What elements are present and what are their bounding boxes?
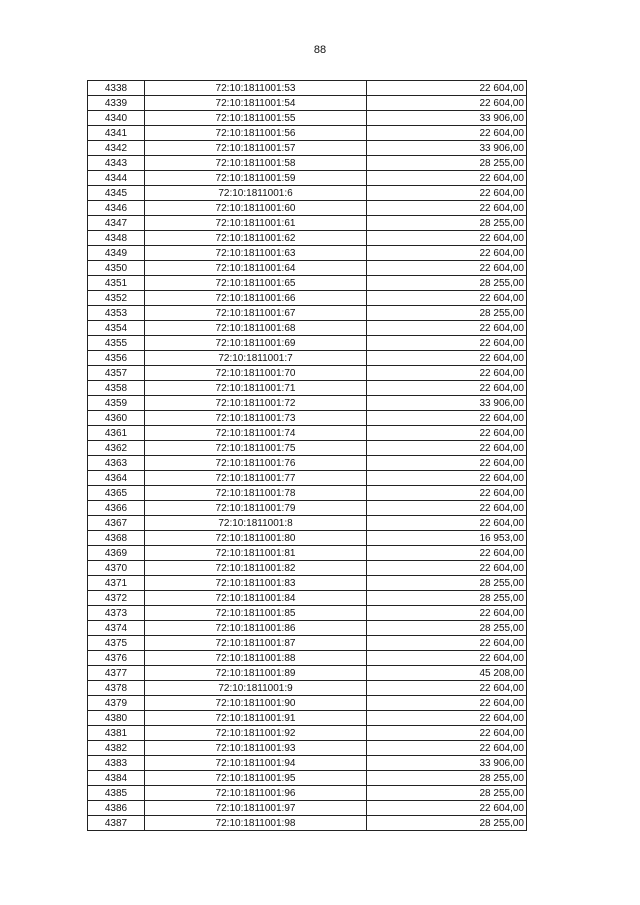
cadastral-number-cell: 72:10:1811001:7	[145, 351, 367, 366]
table-row	[88, 696, 527, 711]
table-row	[88, 501, 527, 516]
row-number-cell: 4350	[88, 261, 145, 276]
cadastral-value-cell: 22 604,00	[367, 351, 527, 366]
cadastral-number-cell: 72:10:1811001:96	[145, 786, 367, 801]
cadastral-value-cell: 22 604,00	[367, 726, 527, 741]
table-row	[88, 156, 527, 171]
cadastral-value-cell: 28 255,00	[367, 276, 527, 291]
cadastral-value-cell: 22 604,00	[367, 186, 527, 201]
table-row	[88, 261, 527, 276]
table-row	[88, 81, 527, 96]
row-number-cell: 4383	[88, 756, 145, 771]
row-number-cell: 4341	[88, 126, 145, 141]
table-row	[88, 471, 527, 486]
cadastral-number-cell: 72:10:1811001:69	[145, 336, 367, 351]
table-row	[88, 276, 527, 291]
cadastral-value-cell: 22 604,00	[367, 546, 527, 561]
row-number-cell: 4349	[88, 246, 145, 261]
table-row	[88, 441, 527, 456]
cadastral-value-cell: 22 604,00	[367, 801, 527, 816]
cadastral-value-cell: 22 604,00	[367, 681, 527, 696]
cadastral-number-cell: 72:10:1811001:93	[145, 741, 367, 756]
cadastral-number-cell: 72:10:1811001:55	[145, 111, 367, 126]
table-row	[88, 771, 527, 786]
table-row	[88, 621, 527, 636]
row-number-cell: 4361	[88, 426, 145, 441]
table-row	[88, 126, 527, 141]
table-row	[88, 411, 527, 426]
cadastral-number-cell: 72:10:1811001:67	[145, 306, 367, 321]
row-number-cell: 4359	[88, 396, 145, 411]
cadastral-number-cell: 72:10:1811001:64	[145, 261, 367, 276]
cadastral-value-cell: 22 604,00	[367, 246, 527, 261]
cadastral-value-cell: 22 604,00	[367, 201, 527, 216]
cadastral-value-table	[87, 80, 527, 831]
cadastral-value-cell: 22 604,00	[367, 636, 527, 651]
row-number-cell: 4365	[88, 486, 145, 501]
cadastral-number-cell: 72:10:1811001:56	[145, 126, 367, 141]
cadastral-value-cell: 28 255,00	[367, 621, 527, 636]
cadastral-number-cell: 72:10:1811001:89	[145, 666, 367, 681]
cadastral-value-cell: 22 604,00	[367, 171, 527, 186]
row-number-cell: 4339	[88, 96, 145, 111]
row-number-cell: 4366	[88, 501, 145, 516]
cadastral-number-cell: 72:10:1811001:57	[145, 141, 367, 156]
cadastral-value-cell: 22 604,00	[367, 696, 527, 711]
table-row	[88, 96, 527, 111]
row-number-cell: 4373	[88, 606, 145, 621]
cadastral-number-cell: 72:10:1811001:71	[145, 381, 367, 396]
cadastral-value-cell: 22 604,00	[367, 711, 527, 726]
cadastral-value-cell: 22 604,00	[367, 81, 527, 96]
cadastral-number-cell: 72:10:1811001:73	[145, 411, 367, 426]
table-row	[88, 381, 527, 396]
cadastral-number-cell: 72:10:1811001:9	[145, 681, 367, 696]
cadastral-number-cell: 72:10:1811001:53	[145, 81, 367, 96]
cadastral-number-cell: 72:10:1811001:78	[145, 486, 367, 501]
cadastral-value-cell: 22 604,00	[367, 261, 527, 276]
row-number-cell: 4362	[88, 441, 145, 456]
cadastral-number-cell: 72:10:1811001:91	[145, 711, 367, 726]
cadastral-number-cell: 72:10:1811001:97	[145, 801, 367, 816]
cadastral-number-cell: 72:10:1811001:72	[145, 396, 367, 411]
row-number-cell: 4340	[88, 111, 145, 126]
table-row	[88, 291, 527, 306]
cadastral-value-cell: 33 906,00	[367, 111, 527, 126]
cadastral-number-cell: 72:10:1811001:68	[145, 321, 367, 336]
table-row	[88, 336, 527, 351]
cadastral-value-cell: 33 906,00	[367, 396, 527, 411]
cadastral-value-cell: 22 604,00	[367, 291, 527, 306]
table-row	[88, 201, 527, 216]
cadastral-number-cell: 72:10:1811001:86	[145, 621, 367, 636]
cadastral-value-cell: 28 255,00	[367, 816, 527, 831]
cadastral-value-cell: 22 604,00	[367, 651, 527, 666]
row-number-cell: 4380	[88, 711, 145, 726]
row-number-cell: 4343	[88, 156, 145, 171]
cadastral-value-cell: 28 255,00	[367, 786, 527, 801]
cadastral-number-cell: 72:10:1811001:81	[145, 546, 367, 561]
row-number-cell: 4384	[88, 771, 145, 786]
cadastral-number-cell: 72:10:1811001:83	[145, 576, 367, 591]
cadastral-number-cell: 72:10:1811001:59	[145, 171, 367, 186]
cadastral-number-cell: 72:10:1811001:76	[145, 456, 367, 471]
row-number-cell: 4358	[88, 381, 145, 396]
table-row	[88, 426, 527, 441]
table-row	[88, 231, 527, 246]
table-row	[88, 456, 527, 471]
row-number-cell: 4371	[88, 576, 145, 591]
table-row	[88, 681, 527, 696]
cadastral-number-cell: 72:10:1811001:77	[145, 471, 367, 486]
row-number-cell: 4364	[88, 471, 145, 486]
cadastral-value-cell: 28 255,00	[367, 156, 527, 171]
cadastral-value-cell: 22 604,00	[367, 516, 527, 531]
table-row	[88, 186, 527, 201]
cadastral-value-cell: 22 604,00	[367, 606, 527, 621]
table-row	[88, 111, 527, 126]
cadastral-value-cell: 22 604,00	[367, 231, 527, 246]
table-row	[88, 591, 527, 606]
cadastral-number-cell: 72:10:1811001:6	[145, 186, 367, 201]
table-row	[88, 216, 527, 231]
cadastral-number-cell: 72:10:1811001:92	[145, 726, 367, 741]
cadastral-number-cell: 72:10:1811001:62	[145, 231, 367, 246]
cadastral-number-cell: 72:10:1811001:94	[145, 756, 367, 771]
cadastral-number-cell: 72:10:1811001:79	[145, 501, 367, 516]
cadastral-number-cell: 72:10:1811001:70	[145, 366, 367, 381]
cadastral-value-cell: 22 604,00	[367, 441, 527, 456]
row-number-cell: 4368	[88, 531, 145, 546]
cadastral-value-cell: 22 604,00	[367, 96, 527, 111]
cadastral-number-cell: 72:10:1811001:63	[145, 246, 367, 261]
table-row	[88, 486, 527, 501]
cadastral-value-cell: 16 953,00	[367, 531, 527, 546]
table-body	[88, 81, 527, 831]
cadastral-value-cell: 22 604,00	[367, 381, 527, 396]
cadastral-value-cell: 22 604,00	[367, 501, 527, 516]
table-row	[88, 606, 527, 621]
cadastral-number-cell: 72:10:1811001:74	[145, 426, 367, 441]
row-number-cell: 4369	[88, 546, 145, 561]
row-number-cell: 4338	[88, 81, 145, 96]
row-number-cell: 4355	[88, 336, 145, 351]
table-row	[88, 816, 527, 831]
cadastral-value-cell: 22 604,00	[367, 426, 527, 441]
row-number-cell: 4382	[88, 741, 145, 756]
cadastral-value-cell: 28 255,00	[367, 306, 527, 321]
cadastral-number-cell: 72:10:1811001:75	[145, 441, 367, 456]
cadastral-value-cell: 28 255,00	[367, 771, 527, 786]
cadastral-value-cell: 22 604,00	[367, 411, 527, 426]
cadastral-number-cell: 72:10:1811001:66	[145, 291, 367, 306]
table-row	[88, 786, 527, 801]
row-number-cell: 4342	[88, 141, 145, 156]
table-row	[88, 516, 527, 531]
row-number-cell: 4387	[88, 816, 145, 831]
row-number-cell: 4386	[88, 801, 145, 816]
row-number-cell: 4385	[88, 786, 145, 801]
table-row	[88, 351, 527, 366]
row-number-cell: 4360	[88, 411, 145, 426]
row-number-cell: 4372	[88, 591, 145, 606]
table-row	[88, 321, 527, 336]
row-number-cell: 4351	[88, 276, 145, 291]
row-number-cell: 4378	[88, 681, 145, 696]
cadastral-number-cell: 72:10:1811001:54	[145, 96, 367, 111]
row-number-cell: 4353	[88, 306, 145, 321]
cadastral-value-cell: 22 604,00	[367, 741, 527, 756]
row-number-cell: 4376	[88, 651, 145, 666]
table-row	[88, 756, 527, 771]
cadastral-number-cell: 72:10:1811001:8	[145, 516, 367, 531]
cadastral-number-cell: 72:10:1811001:84	[145, 591, 367, 606]
cadastral-value-cell: 22 604,00	[367, 321, 527, 336]
table-row	[88, 141, 527, 156]
table-row	[88, 636, 527, 651]
cadastral-value-cell: 22 604,00	[367, 561, 527, 576]
table-row	[88, 576, 527, 591]
row-number-cell: 4374	[88, 621, 145, 636]
cadastral-value-cell: 22 604,00	[367, 486, 527, 501]
cadastral-number-cell: 72:10:1811001:58	[145, 156, 367, 171]
row-number-cell: 4375	[88, 636, 145, 651]
cadastral-number-cell: 72:10:1811001:61	[145, 216, 367, 231]
table-row	[88, 711, 527, 726]
table-row	[88, 561, 527, 576]
table-row	[88, 531, 527, 546]
row-number-cell: 4356	[88, 351, 145, 366]
cadastral-value-cell: 22 604,00	[367, 456, 527, 471]
table-row	[88, 666, 527, 681]
cadastral-value-cell: 33 906,00	[367, 756, 527, 771]
row-number-cell: 4348	[88, 231, 145, 246]
row-number-cell: 4347	[88, 216, 145, 231]
table-row	[88, 306, 527, 321]
table-row	[88, 546, 527, 561]
table-row	[88, 396, 527, 411]
table-row	[88, 171, 527, 186]
cadastral-value-cell: 22 604,00	[367, 471, 527, 486]
row-number-cell: 4370	[88, 561, 145, 576]
row-number-cell: 4354	[88, 321, 145, 336]
cadastral-value-cell: 28 255,00	[367, 216, 527, 231]
row-number-cell: 4363	[88, 456, 145, 471]
table-row	[88, 741, 527, 756]
row-number-cell: 4346	[88, 201, 145, 216]
row-number-cell: 4367	[88, 516, 145, 531]
table-row	[88, 651, 527, 666]
cadastral-value-cell: 28 255,00	[367, 591, 527, 606]
page-number: 88	[313, 44, 327, 56]
table-row	[88, 366, 527, 381]
cadastral-value-cell: 28 255,00	[367, 576, 527, 591]
cadastral-value-cell: 45 208,00	[367, 666, 527, 681]
table-row	[88, 801, 527, 816]
cadastral-value-cell: 22 604,00	[367, 126, 527, 141]
cadastral-value-cell: 33 906,00	[367, 141, 527, 156]
cadastral-number-cell: 72:10:1811001:82	[145, 561, 367, 576]
cadastral-number-cell: 72:10:1811001:88	[145, 651, 367, 666]
cadastral-number-cell: 72:10:1811001:85	[145, 606, 367, 621]
row-number-cell: 4344	[88, 171, 145, 186]
row-number-cell: 4381	[88, 726, 145, 741]
cadastral-number-cell: 72:10:1811001:98	[145, 816, 367, 831]
row-number-cell: 4379	[88, 696, 145, 711]
cadastral-number-cell: 72:10:1811001:65	[145, 276, 367, 291]
row-number-cell: 4352	[88, 291, 145, 306]
cadastral-number-cell: 72:10:1811001:80	[145, 531, 367, 546]
table-row	[88, 726, 527, 741]
cadastral-number-cell: 72:10:1811001:95	[145, 771, 367, 786]
cadastral-number-cell: 72:10:1811001:90	[145, 696, 367, 711]
row-number-cell: 4357	[88, 366, 145, 381]
row-number-cell: 4377	[88, 666, 145, 681]
cadastral-value-cell: 22 604,00	[367, 366, 527, 381]
cadastral-number-cell: 72:10:1811001:87	[145, 636, 367, 651]
cadastral-value-cell: 22 604,00	[367, 336, 527, 351]
table-row	[88, 246, 527, 261]
row-number-cell: 4345	[88, 186, 145, 201]
cadastral-number-cell: 72:10:1811001:60	[145, 201, 367, 216]
